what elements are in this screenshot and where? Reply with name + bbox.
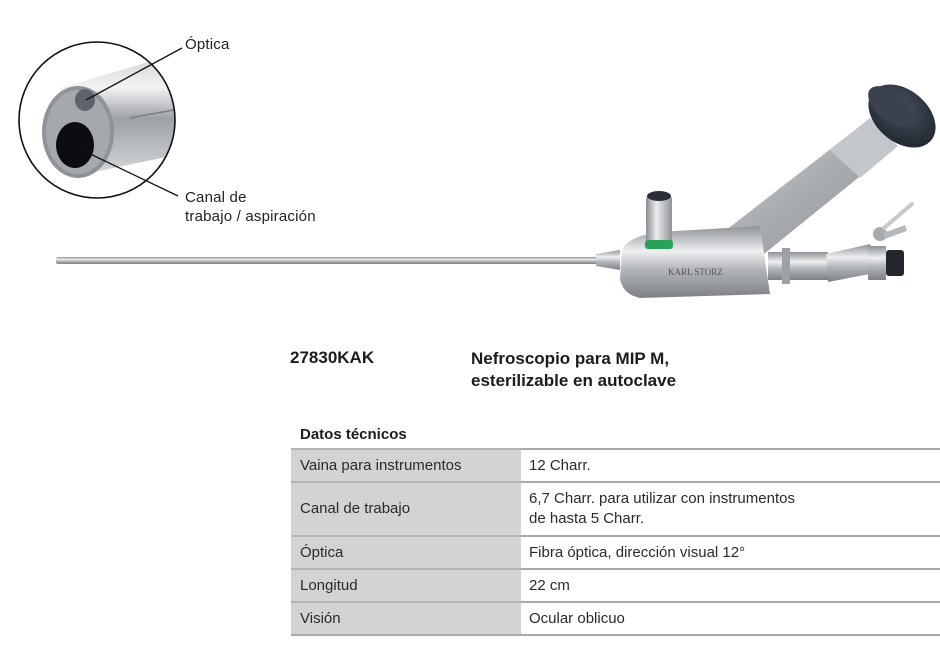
- spec-value-line2: de hasta 5 Charr.: [529, 510, 645, 527]
- spec-value: [521, 482, 940, 536]
- spec-label: Visión: [291, 602, 521, 635]
- housing: [620, 226, 770, 298]
- spec-label: Óptica: [291, 536, 521, 569]
- green-ring: [645, 240, 673, 249]
- spec-value-line1: 6,7 Charr. para utilizar con instrumentos: [529, 490, 795, 507]
- channel-callout-line2: trabajo / aspiración: [185, 208, 316, 225]
- channel-callout-label: [185, 188, 316, 226]
- stopcock-lever: [884, 204, 912, 228]
- table-row: [291, 449, 940, 482]
- channel-callout-line1: Canal de: [185, 189, 247, 206]
- end-cap: [886, 250, 904, 276]
- product-title-line2: esterilizable en autoclave: [471, 371, 677, 390]
- table-row: [291, 602, 940, 635]
- spec-table: [291, 448, 940, 636]
- product-code: 27830KAK: [290, 348, 375, 367]
- spec-value: Fibra óptica, dirección visual 12°: [521, 536, 940, 569]
- spec-value: 22 cm: [521, 569, 940, 602]
- spec-value: Ocular oblicuo: [521, 602, 940, 635]
- nephroscope-illustration: [0, 0, 940, 320]
- svg-text:KARL STORZ: KARL STORZ: [668, 267, 723, 277]
- spec-table-title: Datos técnicos: [300, 426, 407, 443]
- product-title: [471, 348, 676, 392]
- table-row: [291, 482, 940, 536]
- optics-callout-label: Óptica: [185, 36, 230, 53]
- product-figure: [0, 0, 940, 320]
- spec-value: 12 Charr.: [521, 449, 940, 482]
- spec-label: Vaina para instrumentos: [291, 449, 521, 482]
- product-title-line1: Nefroscopio para MIP M,: [471, 349, 670, 368]
- spec-label: Longitud: [291, 569, 521, 602]
- spec-label: Canal de trabajo: [291, 482, 521, 536]
- table-row: [291, 569, 940, 602]
- connector: [768, 252, 828, 280]
- shaft: [56, 257, 616, 264]
- table-row: [291, 536, 940, 569]
